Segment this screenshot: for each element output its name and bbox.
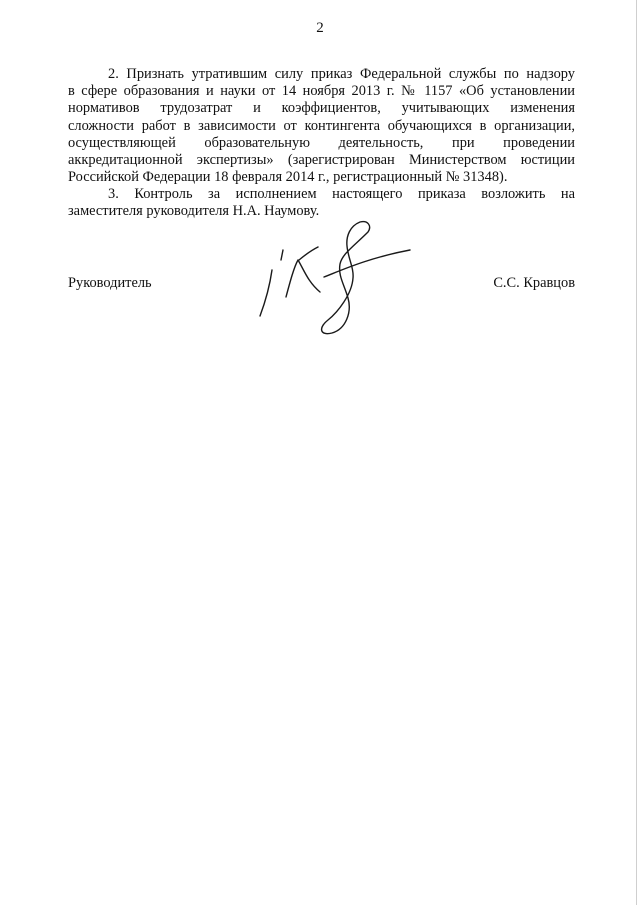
page-number: 2 — [316, 20, 324, 36]
scan-edge — [636, 0, 637, 905]
paragraph-3-line: 3. Контроль за исполнением настоящего приказа возложить на — [108, 186, 575, 202]
paragraph-2-line: 2. Признать утратившим силу приказ Федеральной службы по надзору — [108, 66, 575, 82]
paragraph-2-line: сложности работ в зависимости от контингента обучающихся в организации, — [68, 117, 575, 134]
paragraph-2-line: Российской Федерации 18 февраля 2014 г., регистрационный № 31348). — [68, 169, 508, 186]
handwritten-signature — [250, 212, 420, 347]
paragraph-2-line: аккредитационной экспертизы» (зарегистрирован Министерством юстиции — [68, 152, 575, 169]
paragraph-2-line: нормативов трудозатрат и коэффициентов, учитывающих изменения — [68, 100, 575, 117]
signatory-role: Руководитель — [68, 275, 152, 291]
paragraph-2-line: осуществляющей образовательную деятельность, при проведении — [68, 134, 575, 151]
signatory-name: С.С. Кравцов — [493, 275, 575, 291]
paragraph-2-line: в сфере образования и науки от 14 ноября 2013 г. № 1157 «Об установлении — [68, 83, 575, 100]
paragraph-3-line: заместителя руководителя Н.А. Наумову. — [68, 203, 320, 220]
paragraph-2 — [68, 66, 575, 186]
